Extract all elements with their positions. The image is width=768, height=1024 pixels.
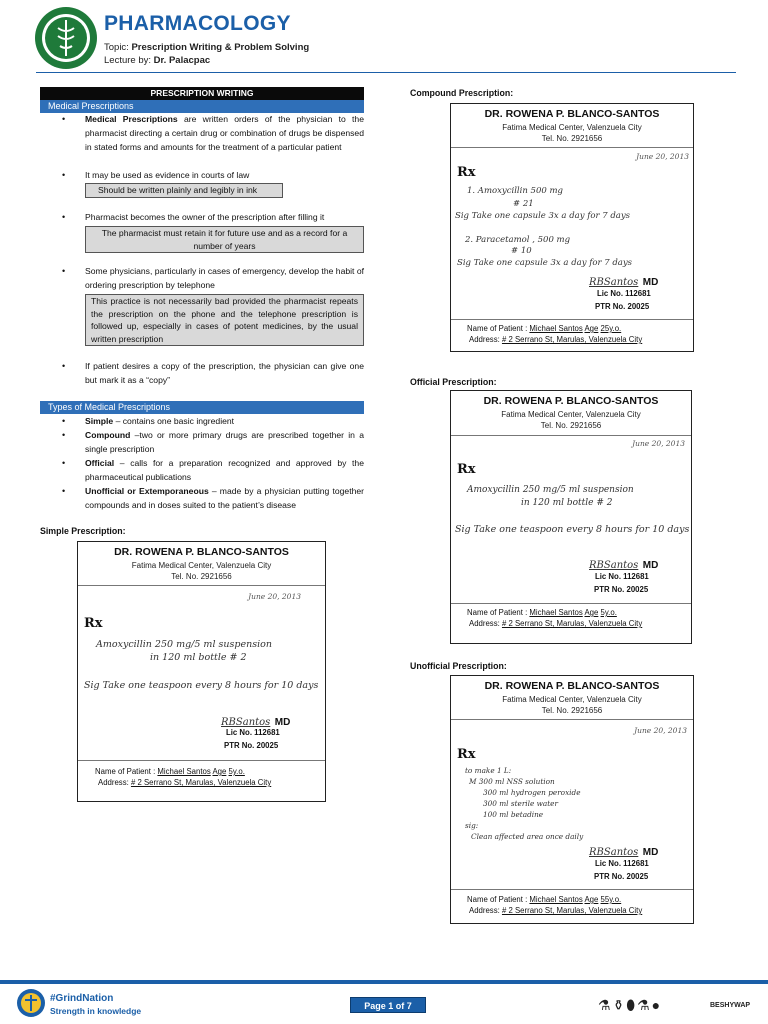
patient-line: Name of Patient : Michael Santos Age 25y.o. xyxy=(467,324,622,333)
doctor-name: DR. ROWENA P. BLANCO-SANTOS xyxy=(114,546,289,558)
ptr-number: PTR No. 20025 xyxy=(224,741,279,750)
unofficial-prescription-card xyxy=(450,675,694,924)
license-number: Lic No. 112681 xyxy=(597,289,651,298)
divider xyxy=(451,889,693,890)
drug-line-1: 1. Amoxycillin 500 mg xyxy=(467,186,563,196)
grindnation-logo xyxy=(16,988,46,1018)
drug-line-2: 2. Paracetamol , 500 mg xyxy=(465,235,571,245)
patient-line: Name of Patient : Michael Santos Age 5y.o. xyxy=(467,608,617,617)
type-simple: Simple – contains one basic ingredient xyxy=(85,416,235,426)
footer-bar xyxy=(0,980,768,984)
compound-prescription-card xyxy=(450,103,694,352)
license-number: Lic No. 112681 xyxy=(595,572,649,581)
official-prescription-card xyxy=(450,390,692,644)
rx-date: June 20, 2013 xyxy=(632,439,685,448)
compounding-line-4: 300 ml sterile water xyxy=(483,799,558,808)
footer-tag: #GrindNation xyxy=(50,993,114,1004)
sig-line-1: Sig Take one capsule 3x a day for 7 days xyxy=(455,211,631,221)
note-box-telephone: This practice is not necessarily bad provided the pharmacist repeats the prescription on the phone and the telephone prescription is followed up, especially in cases of potent medicines, by the usual written prescription xyxy=(85,294,364,346)
simple-prescription-card xyxy=(77,541,326,802)
divider xyxy=(451,147,693,148)
divider xyxy=(451,319,693,320)
bullet-copy: If patient desires a copy of the prescription, the physician can give one but mark it as a “copy” xyxy=(85,361,364,385)
compounding-line-5: 100 ml betadine xyxy=(483,810,544,819)
types-header: Types of Medical Prescriptions xyxy=(40,401,364,414)
doctor-name: DR. ROWENA P. BLANCO-SANTOS xyxy=(484,108,660,120)
license-number: Lic No. 112681 xyxy=(595,859,649,868)
bullet-icon: • xyxy=(62,416,66,426)
sig-instruction: Clean affected area once daily xyxy=(471,832,584,841)
rx-date: June 20, 2013 xyxy=(634,726,687,735)
hospital: Fatima Medical Center, Valenzuela City xyxy=(502,123,642,132)
section-title: PRESCRIPTION WRITING xyxy=(40,87,364,100)
ptr-number: PTR No. 20025 xyxy=(594,872,649,881)
bullet-evidence: It may be used as evidence in courts of law xyxy=(85,170,250,180)
hospital: Fatima Medical Center, Valenzuela City xyxy=(502,695,642,704)
sig-line: Sig Take one teaspoon every 8 hours for 10 days xyxy=(84,680,319,691)
official-prescription-label: Official Prescription: xyxy=(410,377,497,387)
patient-line: Name of Patient : Michael Santos Age 5y.o. xyxy=(95,767,245,776)
rx-symbol: Rx xyxy=(84,616,103,631)
footer-brand: BESHYWAP xyxy=(710,1002,751,1009)
ptr-number: PTR No. 20025 xyxy=(595,302,650,311)
page-title: PHARMACOLOGY xyxy=(104,12,291,35)
mortar-icon: ⚱ xyxy=(612,997,627,1013)
capsule-icon: ⬮ xyxy=(626,997,638,1013)
telephone: Tel. No. 2921656 xyxy=(540,421,602,430)
drug-line: Amoxycillin 250 mg/5 ml suspension xyxy=(96,639,272,650)
note-box-ink: Should be written plainly and legibly in ink xyxy=(85,183,283,198)
license-number: Lic No. 112681 xyxy=(226,728,280,737)
address-line: Address: # 2 Serrano St, Marulas, Valenzuela City xyxy=(469,906,643,915)
divider xyxy=(78,760,325,761)
bullet-telephone: Some physicians, particularly in cases of emergency, develop the habit of ordering prescription by telephone xyxy=(85,266,364,290)
rx-symbol: Rx xyxy=(457,462,476,477)
drug-quantity-1: # 21 xyxy=(513,199,534,209)
telephone: Tel. No. 2921656 xyxy=(171,572,232,581)
bullet-medical-prescriptions: Medical Prescriptions are written orders of the physician to the pharmacist directing a certain drug or combination of drugs be dispensed in stated forms and amounts for the treatment of a particular patient xyxy=(85,114,364,152)
divider xyxy=(451,603,691,604)
address-line: Address: # 2 Serrano St, Marulas, Valenzuela City xyxy=(469,619,643,628)
hospital: Fatima Medical Center, Valenzuela City xyxy=(131,561,272,570)
type-official: Official – calls for a preparation recognized and approved by the pharmaceutical publications xyxy=(85,458,364,482)
telephone: Tel. No. 2921656 xyxy=(541,134,603,143)
page-indicator: Page 1 of 7 xyxy=(350,997,426,1013)
bullet-icon: • xyxy=(62,458,66,468)
patient-line: Name of Patient : Michael Santos Age 55y.o. xyxy=(467,895,622,904)
bullet-icon: • xyxy=(62,170,66,180)
bullet-icon: • xyxy=(62,266,66,276)
doctor-name: DR. ROWENA P. BLANCO-SANTOS xyxy=(483,395,659,407)
bullet-icon: • xyxy=(62,430,66,440)
bullet-icon: • xyxy=(62,361,66,371)
drug-quantity: in 120 ml bottle # 2 xyxy=(521,498,613,508)
lecturer-line: Lecture by: Dr. Palacpac xyxy=(104,55,211,66)
rx-symbol: Rx xyxy=(457,747,476,762)
rx-date: June 20, 2013 xyxy=(248,592,301,601)
type-unofficial: Unofficial or Extemporaneous – made by a physician putting together compounds and in doses suited to the patient’s disease xyxy=(85,486,364,510)
flask-icon: ⚗ xyxy=(637,997,652,1013)
footer-icons xyxy=(598,997,662,1014)
drug-quantity: in 120 ml bottle # 2 xyxy=(150,652,247,663)
signature: RBSantos MD xyxy=(589,277,659,288)
bullet-icon: • xyxy=(62,486,66,496)
telephone: Tel. No. 2921656 xyxy=(541,706,603,715)
doctor-name: DR. ROWENA P. BLANCO-SANTOS xyxy=(484,680,660,692)
topic-line: Topic: Prescription Writing & Problem Solving xyxy=(104,42,310,53)
signature: RBSantos MD xyxy=(589,847,659,858)
signature: RBSantos MD xyxy=(589,560,659,571)
header-divider xyxy=(36,72,736,73)
compounding-line-2: M 300 ml NSS solution xyxy=(469,777,555,786)
signature: RBSantos MD xyxy=(221,717,291,728)
compounding-line-1: to make 1 L: xyxy=(465,766,512,775)
divider xyxy=(451,435,691,436)
rx-date: June 20, 2013 xyxy=(636,152,689,161)
ptr-number: PTR No. 20025 xyxy=(594,585,649,594)
unofficial-prescription-label: Unofficial Prescription: xyxy=(410,661,507,671)
drug-line: Amoxycillin 250 mg/5 ml suspension xyxy=(467,485,634,495)
bullet-pharmacist-owner: Pharmacist becomes the owner of the prescription after filling it xyxy=(85,212,325,222)
sig-line: Sig Take one teaspoon every 8 hours for 10 days xyxy=(455,524,690,535)
bottle-icon: ⚗ xyxy=(598,997,613,1013)
sig-line-2: Sig Take one capsule 3x a day for 7 days xyxy=(457,258,633,268)
divider xyxy=(78,585,325,586)
medical-prescriptions-header: Medical Prescriptions xyxy=(40,100,364,113)
compounding-line-3: 300 ml hydrogen peroxide xyxy=(483,788,581,797)
simple-prescription-label: Simple Prescription: xyxy=(40,526,126,536)
address-line: Address: # 2 Serrano St, Marulas, Valenzuela City xyxy=(469,335,643,344)
drug-quantity-2: # 10 xyxy=(511,246,532,256)
bullet-icon: • xyxy=(62,212,66,222)
footer-motto: Strength in knowledge xyxy=(50,1006,142,1016)
compound-prescription-label: Compound Prescription: xyxy=(410,88,514,98)
address-line: Address: # 2 Serrano St, Marulas, Valenzuela City xyxy=(98,778,272,787)
divider xyxy=(451,719,693,720)
bullet-icon: • xyxy=(62,114,66,124)
hospital: Fatima Medical Center, Valenzuela City xyxy=(501,410,641,419)
sig-label: sig: xyxy=(465,821,479,830)
note-box-retain: The pharmacist must retain it for future use and as a record for a number of years xyxy=(85,226,364,253)
type-compound: Compound –two or more primary drugs are prescribed together in a single prescription xyxy=(85,430,364,454)
rx-symbol: Rx xyxy=(457,165,476,180)
pill-icon: ● xyxy=(651,997,663,1013)
school-seal-logo xyxy=(34,6,98,70)
